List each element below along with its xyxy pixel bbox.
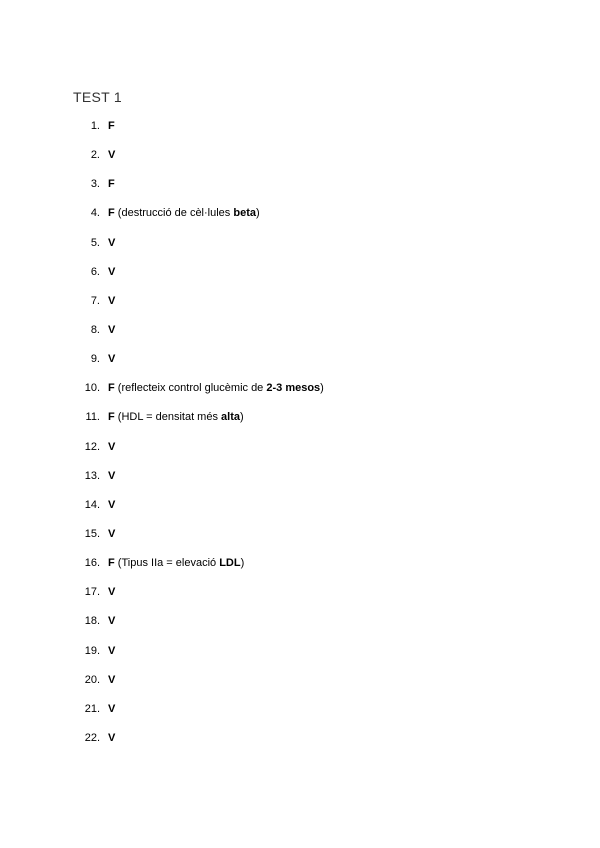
list-item-number: 6.: [90, 265, 100, 278]
list-item-number: 11.: [85, 411, 100, 424]
list-item-content: [108, 440, 115, 454]
answer-note: [115, 207, 260, 219]
answer-verdict: V: [108, 586, 116, 599]
list-item-number: 12.: [84, 440, 100, 453]
list-item-content: [108, 352, 115, 366]
list-item-content: [108, 323, 115, 337]
list-item-content: [108, 294, 115, 308]
answer-verdict: V: [108, 469, 116, 482]
list-item-number: 8.: [90, 323, 100, 336]
answer-note: [115, 411, 244, 423]
list-item-content: [108, 206, 260, 220]
list-item-content: [108, 236, 115, 250]
list-item-number: 19.: [84, 644, 100, 657]
answer-verdict: V: [108, 149, 116, 162]
answer-note-text: (HDL = densitat més: [117, 411, 222, 424]
list-item-number: 18.: [84, 615, 100, 628]
answer-note-close: ): [239, 411, 244, 424]
answer-note: [115, 382, 324, 394]
answer-verdict: F: [108, 411, 115, 424]
list-item-number: 1.: [90, 120, 100, 132]
answer-verdict: V: [108, 731, 116, 744]
answer-verdict: V: [108, 527, 116, 540]
list-item-content: [108, 731, 115, 745]
answer-note-emphasis: alta: [221, 411, 240, 424]
list-item-content: [108, 556, 244, 570]
list-item-content: [108, 498, 115, 512]
list-item-content: [108, 177, 115, 191]
answer-verdict: V: [108, 615, 116, 628]
list-item-content: [108, 119, 115, 133]
list-item-content: [108, 614, 115, 628]
answer-note-close: ): [320, 382, 324, 395]
list-item-number: 14.: [84, 498, 100, 511]
answer-note: [115, 557, 245, 569]
list-item-number: 15.: [84, 527, 100, 540]
answer-note-emphasis: 2-3 mesos: [266, 382, 321, 395]
list-item-number: 20.: [84, 673, 100, 686]
answer-verdict: V: [108, 323, 116, 336]
answer-verdict: V: [108, 294, 116, 307]
answer-note-emphasis: LDL: [219, 557, 241, 570]
answer-verdict: F: [108, 178, 115, 191]
list-item-number: 17.: [84, 586, 100, 599]
list-item-content: [108, 585, 115, 599]
list-item-number: 4.: [90, 207, 100, 220]
list-item-number: 13.: [84, 469, 100, 482]
list-item-content: [108, 381, 324, 395]
answer-verdict: F: [108, 382, 115, 395]
list-item-content: [108, 148, 115, 162]
answer-note-emphasis: beta: [233, 207, 256, 220]
answer-verdict: V: [108, 702, 116, 715]
answer-verdict: F: [108, 557, 115, 570]
answer-verdict: F: [108, 207, 115, 220]
list-item-number: 22.: [84, 731, 100, 744]
answer-verdict: V: [108, 644, 116, 657]
list-item-content: [108, 644, 115, 658]
answer-verdict: V: [108, 673, 116, 686]
list-item-number: 5.: [90, 236, 100, 249]
list-item-number: 2.: [90, 149, 100, 162]
list-item-content: [108, 469, 115, 483]
answer-verdict: V: [108, 498, 116, 511]
list-item-content: [108, 527, 115, 541]
answer-note-close: ): [240, 557, 245, 570]
list-item-number: 3.: [90, 178, 100, 191]
list-item-content: [108, 265, 115, 279]
answer-note-text: (reflecteix control glucèmic de: [117, 382, 267, 395]
list-item-content: [108, 410, 244, 424]
list-item-content: [108, 702, 115, 716]
answer-note-close: ): [255, 207, 260, 220]
answer-note-text: (Tipus IIa = elevació: [117, 557, 220, 570]
answer-note-text: (destrucció de cèl·lules: [117, 207, 234, 220]
list-item-content: [108, 673, 115, 687]
answer-verdict: V: [108, 440, 116, 453]
answer-verdict: V: [108, 353, 116, 366]
answer-verdict: V: [108, 236, 116, 249]
list-item-number: 9.: [90, 353, 100, 366]
list-item-number: 16.: [84, 557, 100, 570]
list-item-number: 10.: [84, 382, 100, 395]
list-item-number: 21.: [84, 702, 100, 715]
answer-verdict: F: [108, 120, 115, 132]
answer-verdict: V: [108, 265, 116, 278]
page-title: TEST 1: [73, 89, 123, 105]
list-item-number: 7.: [90, 294, 100, 307]
